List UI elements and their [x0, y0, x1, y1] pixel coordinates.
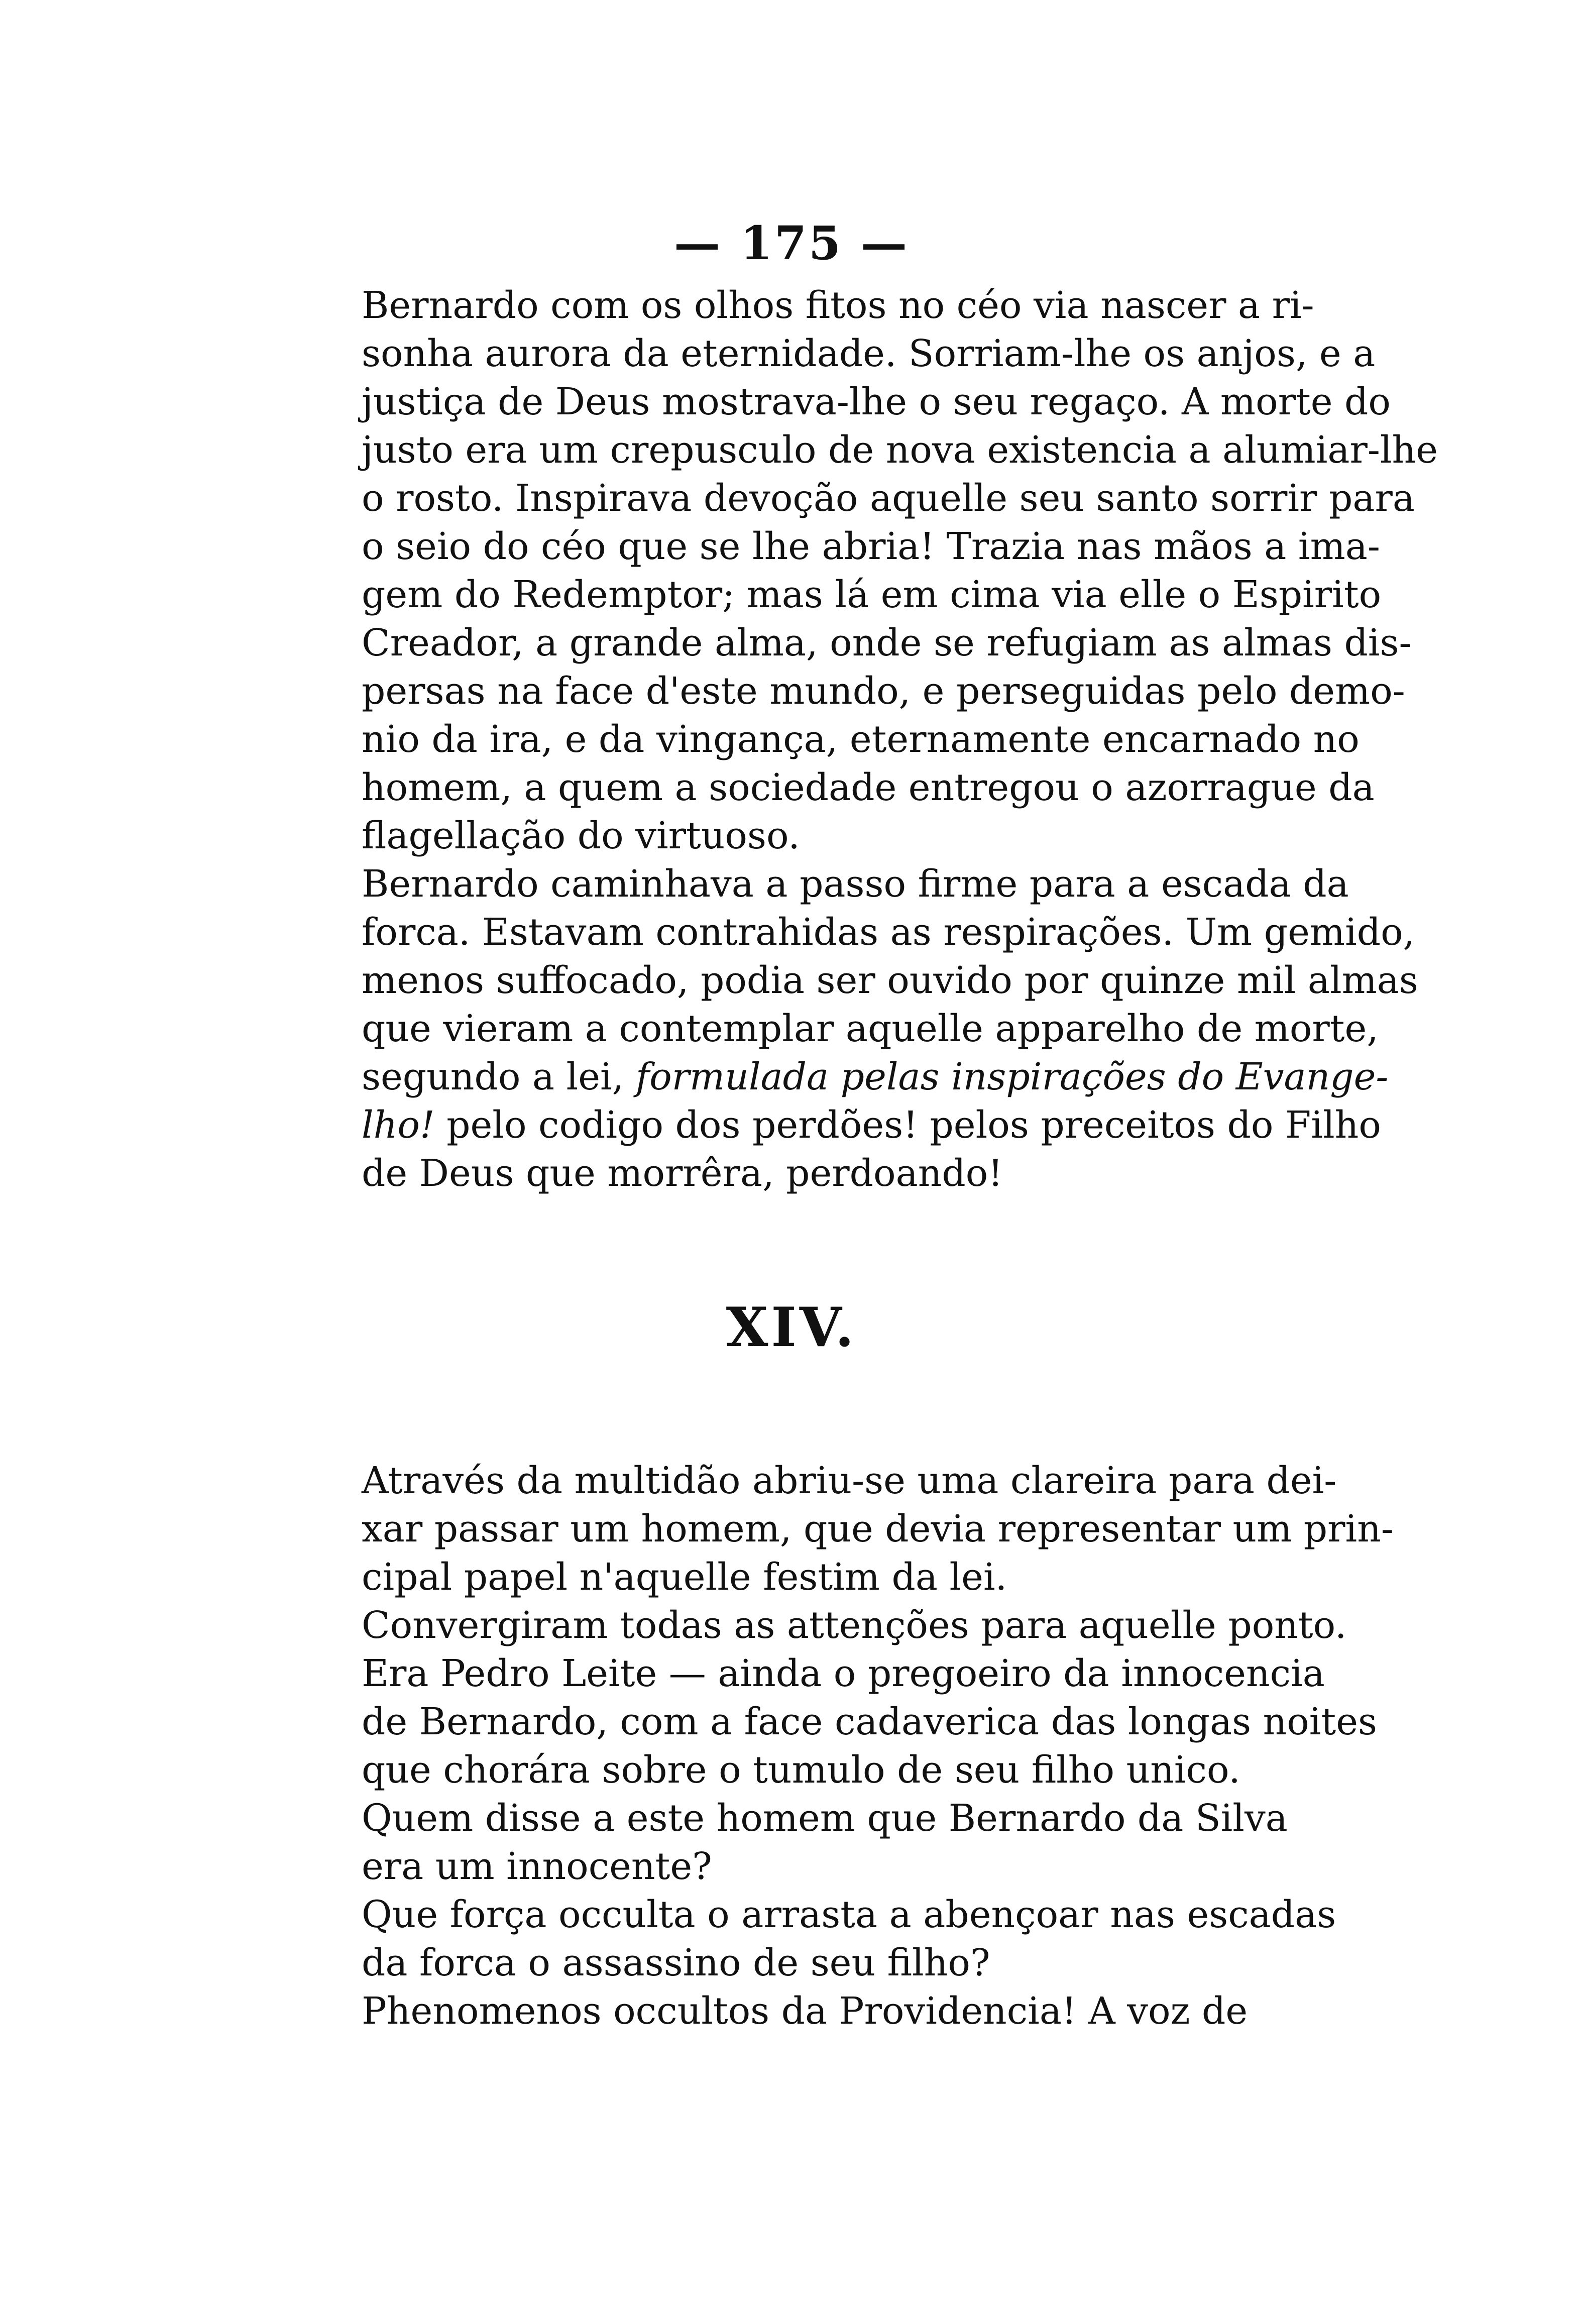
- text-line: Quem disse a este homem que Bernardo da Silva: [362, 1797, 1288, 1840]
- text-line: gem do Redemptor; mas lá em cima via elle o Espirito: [362, 573, 1382, 616]
- text-line: da forca o assassino de seu filho?: [362, 1941, 990, 1984]
- text-line: de Bernardo, com a face cadaverica das longas noites: [362, 1700, 1377, 1743]
- paragraph-3: [281, 1457, 1394, 1601]
- text-span: pelo codigo dos perdões! pelos preceitos do Filho: [434, 1103, 1381, 1147]
- text-line: Que força occulta o arrasta a abençoar nas escadas: [362, 1893, 1336, 1936]
- text-line: flagellação do virtuoso.: [362, 814, 800, 857]
- text-line: sonha aurora da eternidade. Sorriam-lhe os anjos, e a: [362, 332, 1376, 375]
- text-line: Convergiram todas as attenções para aquelle ponto.: [362, 1604, 1347, 1647]
- page-number: — 175 —: [673, 216, 910, 270]
- text-line: Phenomenos occultos da Providencia! A voz de: [362, 1989, 1248, 2033]
- text-line: de Deus que morrêra, perdoando!: [362, 1152, 1003, 1195]
- paragraph-2: [281, 860, 1418, 1197]
- text-line: justiça de Deus mostrava-lhe o seu regaço. A morte do: [362, 380, 1391, 423]
- text-block-lower: [281, 1457, 1394, 2035]
- text-line: Bernardo com os olhos fitos no céo via nascer a ri-: [362, 284, 1314, 327]
- text-line: persas na face d'este mundo, e perseguidas pelo demo-: [362, 670, 1405, 713]
- text-span: segundo a lei,: [362, 1055, 636, 1098]
- text-line: Através da multidão abriu-se uma clareira para dei-: [362, 1459, 1337, 1502]
- text-line: cipal papel n'aquelle festim da lei.: [362, 1556, 1007, 1599]
- text-line: o seio do céo que se lhe abria! Trazia nas mãos a ima-: [362, 525, 1380, 568]
- text-line: Era Pedro Leite — ainda o pregoeiro da innocencia: [362, 1652, 1325, 1695]
- text-line: [281, 1053, 1389, 1101]
- text-line: Creador, a grande alma, onde se refugiam as almas dis-: [362, 621, 1412, 665]
- text-line: que chorára sobre o tumulo de seu filho unico.: [362, 1748, 1240, 1792]
- text-block-upper: [281, 281, 1438, 1197]
- text-line: nio da ira, e da vingança, eternamente encarnado no: [362, 718, 1360, 761]
- text-line: era um innocente?: [362, 1845, 712, 1888]
- section-heading: XIV.: [726, 1296, 857, 1359]
- paragraph-5: [281, 1649, 1377, 1794]
- text-line: homem, a quem a sociedade entregou o azorrague da: [362, 766, 1375, 809]
- paragraph-6: [281, 1794, 1286, 1891]
- text-line: justo era um crepusculo de nova existencia a alumiar-lhe: [362, 428, 1438, 472]
- text-line: o rosto. Inspirava devoção aquelle seu santo sorrir para: [362, 477, 1415, 520]
- paragraph-1: [281, 281, 1438, 860]
- text-line: que vieram a contemplar aquelle apparelho de morte,: [362, 1007, 1379, 1050]
- paragraph-8: [281, 1987, 1286, 2035]
- italic-quote: formulada pelas inspirações do Evange-: [635, 1055, 1389, 1098]
- paragraph-4: [281, 1601, 1347, 1649]
- text-line: menos suffocado, podia ser ouvido por quinze mil almas: [362, 959, 1418, 1002]
- italic-quote: lho!: [362, 1103, 435, 1147]
- text-line: [281, 1101, 1381, 1149]
- text-line: forca. Estavam contrahidas as respirações. Um gemido,: [362, 911, 1415, 954]
- text-line: Bernardo caminhava a passo firme para a escada da: [362, 862, 1349, 906]
- paragraph-7: [281, 1891, 1336, 1987]
- text-line: xar passar um homem, que devia representar um prin-: [362, 1507, 1394, 1551]
